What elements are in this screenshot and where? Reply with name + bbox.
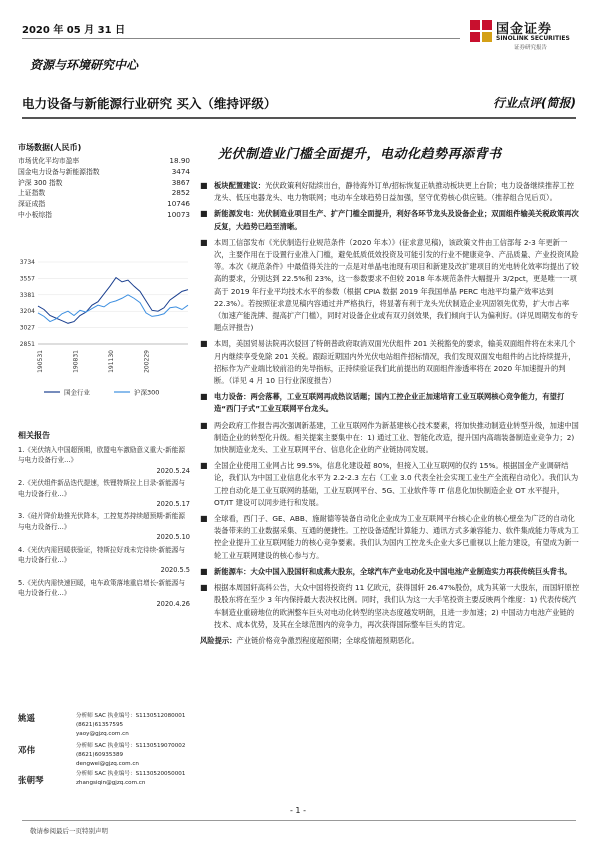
related-title: 相关报告: [18, 431, 50, 440]
paragraph: ■ 两会政府工作报告再次强调新基建，工业互联网作为新基建核心技术要素，将加快推动制造业转型升级，加速中国制造企业的转型化升级。相关提案主要集中在：1) 通过工业、智能化改造，提升国内高端装备制造业竞争力；2) 加快制造业龙头、工业互联网平台、信息化企业的产业链协同发展。: [200, 420, 579, 455]
y-tick-label: 3557: [19, 275, 35, 283]
footer-note: 敬请参阅最后一页特别声明: [30, 827, 108, 835]
analyst-info: 分析师 SAC 执业编号：S1130520050001 zhangsiqin@gjzq.com.cn: [76, 771, 186, 786]
series-line: [38, 278, 188, 324]
analyst-name: 邓伟: [18, 746, 36, 756]
x-tick-label: 190531: [37, 350, 44, 373]
table-row: 市场优化平均市盈率 18.90: [18, 156, 190, 165]
bullet-icon: ■: [200, 514, 208, 524]
page-number: - 1 -: [290, 806, 306, 815]
related-reports: [18, 430, 190, 611]
market-data-table: [18, 142, 190, 221]
report-type: 行业点评(简报): [493, 96, 576, 110]
bullet-icon: ■: [200, 420, 208, 430]
company-logo: [470, 18, 576, 52]
paragraph: ■ 板块配置建议：光伏政策利好陆续出台，静待海外订单/招标恢复正轨推动板块更上台阶；电力设备继续推荐工控龙头、低压电器龙头、电力物联网；电动车全球趋势日益加强，坚守优势核心供应链。（推荐组合见后页）。: [200, 181, 575, 203]
logo-sub: 证券研究报告: [514, 45, 548, 51]
analyst-name: 姚遥: [18, 714, 36, 724]
footer-divider: [22, 820, 576, 821]
list-item[interactable]: 3.《硅片降价助推光伏降本，工控复苏持续超预期-新能源与电力设备行...》 2020.5.10: [18, 512, 190, 542]
report-title-bar: [22, 88, 576, 114]
analyst-info: 分析师 SAC 执业编号：S1130512080001 (8621)61357595 yaoy@gjzq.com.cn: [76, 713, 186, 737]
report-title: 电力设备与新能源行业研究 买入（维持评级）: [22, 96, 277, 111]
table-row: 沪深 300 指数 3867: [18, 177, 190, 187]
analyst-name: 张朝琴: [18, 776, 44, 786]
bullet-icon: ■: [200, 181, 208, 190]
paragraph: ■ 根据本周国轩高科公告，大众中国将投资约 11 亿欧元，获得国轩 26.47%股份，成为其第一大股东，而国轩原控股股东将在至少 3 年内保持最大表决权比例。同时，我们认为这一大手笔投资主要反映两个维度：1) 代表传统汽车制造业重磅地位的欧洲整车巨头对电动化转型的坚决态度越发明朗，且进一步加速；2) 中国动力电池产业链的技术、成本优势，及其在全球范围内的竞争力，再次获得国际整车巨头的肯定。: [200, 583, 580, 629]
y-tick-label: 3027: [19, 324, 35, 332]
x-tick-label: 200229: [143, 350, 151, 373]
list-item[interactable]: 5.《光伏内需快速回暖，电车政策落地重启增长-新能源与电力设备行业...》 2020.4.26: [18, 578, 190, 608]
paragraph: ■ 全球看，西门子、GE、ABB、施耐德等装备自动化企业成为工业互联网平台核心企业的核心壁垒为广泛的自动化装备带来的工业数据采集、互通的便捷性。工控设备适配计算能力、通讯方式多兼容能力、软件集成能力等成为工控企业提升工业互联网能力的核心竞争要素。我们认为国内工控龙头企业大多已重视以上能力建设，有望成为新一轮工业互联网建设的核心参与方。: [200, 514, 579, 560]
logo-cn: 国金证券: [496, 22, 553, 37]
bullet-icon: ■: [200, 566, 208, 576]
bullet-icon: ■: [200, 339, 208, 349]
paragraph: ■ 新能源发电：光伏制造业项目生产、扩产门槛全面提升，利好各环节龙头及设备企业；双面组件输美关税政策再次反复，大趋势已趋至清晰。: [200, 209, 579, 231]
bullet-icon: ■: [200, 583, 208, 593]
header-divider: [22, 38, 460, 39]
bullet-icon: ■: [200, 209, 208, 219]
x-tick-label: 191130: [108, 350, 115, 373]
legend-label: 沪深300: [134, 388, 160, 397]
y-tick-label: 2851: [19, 341, 35, 348]
table-row: 国金电力设备与新能源指数 3474: [18, 166, 190, 176]
table-row: 上证指数 2852: [18, 188, 190, 198]
legend-label: 国金行业: [64, 388, 90, 397]
series-line: [38, 295, 188, 322]
logo-mark-icon: [470, 20, 492, 42]
title-divider: [22, 117, 576, 119]
x-tick-label: 190831: [72, 350, 80, 373]
y-tick-label: 3204: [19, 308, 35, 316]
market-data-title: 市场数据(人民币): [18, 143, 82, 152]
paragraph: ■ 新能源车：大众中国入股国轩和成燕大股东，全球汽车产业电动化及中国电池产业制造实力再获传统巨头背书。: [200, 566, 580, 578]
paragraph: ■ 全国企业使用工业网占比 99.5%，信息化建设超 80%，但接入工业互联网的仅约 15%。根据国金产业调研结论，我们认为中国工业信息化水平为 2.2-2.3 左右（工业 3.0 代表全社会实现工业生产全流程自动化）。我们认为工控自动化是工业互联网的基础，工业互联网平台、5G、工业软件等 IT 信息化加快制造企业 OT 水平提升，OT/IT 建设可以同步进行和发展。: [200, 461, 579, 507]
y-tick-label: 3734: [19, 259, 35, 266]
bullet-icon: ■: [200, 392, 208, 402]
y-tick-label: 3381: [19, 291, 35, 299]
paragraph: ■ 电力设备：两会落幕，工业互联网再成热议话题；国内工控企业正加速培育工业互联网核心竞争能力，有望打造“西门子式”工业互联网平台龙头。: [200, 392, 565, 414]
index-chart: [14, 256, 194, 406]
report-date: 2020 年 05 月 31 日: [22, 25, 126, 36]
risk-note: 风险提示：产业链价格竞争激烈程度超预期；全球疫情超预期恶化。: [200, 635, 419, 645]
analyst-info: 分析师 SAC 执业编号：S1130519070002 (8621)60935389 dengwei@gjzq.com.cn: [76, 743, 186, 767]
list-item[interactable]: 4.《光伏内需回暖获验证，特斯拉好戏未完待续-新能源与电力设备行业...》 2020.5.5: [18, 545, 190, 575]
list-item[interactable]: 2.《光伏组件新品迭代提速，铁锂特斯拉上目录-新能源与电力设备行业...》 2020.5.17: [18, 479, 190, 509]
paragraph: ■ 本周工信部发布《光伏制造行业规范条件（2020 年本）》(征求意见稿)，该政策文件由工信部每 2-3 年更新一次，主要作用在于设置行业准入门槛，避免低质低效投资及可能引发的行业不健康竞争、产品质量、产业投资风险等。本次《规范条件》中最值得关注的一点是对单晶电池现有项目和新建及改扩建项目的光电转化效率均提出了较高的要求，分别达到 22.5%和 23%，这一参数要求不但较 2018 年本规范条件大幅提升 3/2pct，更是唯一一项高于 2019 年行业平均技术水平的参数（根据 CPIA 数据 2019 年我国单晶 PERC 电池平均量产效率达到 22.3%）。若按照征求意见稿内容通过并严格执行，将显著有利于龙头光伏制造企业巩固领先优势，扩大市占率（加速产能洗牌、提高扩产门槛），同时对设备企业或有双刃剑效果，我们倾向于认为偏利好。(详见周期发布的专题点评报告): [200, 237, 579, 333]
bullet-icon: ■: [200, 237, 208, 247]
paragraph: ■ 本周，美国贸易法院再次驳回了特朗普政府取消双面光伏组件 201 关税豁免的要求，输美双面组件将在未来几个月内继续享受免除 201 关税。跟踪近期国内外光伏电站组件招标情况，我们发现双面发电组件的占比持续提升，招标作为产业端比较前沿的先导指标，正持续验证我们此前提出的双面组件渗透率将在 2020 年加速提升的判断。（详见 4 月 10 日行业深度报告）: [200, 339, 576, 386]
bullet-icon: ■: [200, 461, 208, 471]
list-item[interactable]: 1.《光伏纳入中国超预期，欧盟电车激励意义重大-新能源与电力设备行业...》 2020.5.24: [18, 446, 190, 475]
table-row: 中小板综指 10073: [18, 209, 190, 219]
analyst-card: [18, 770, 190, 800]
logo-en: SINOLINK SECURITIES: [496, 35, 570, 42]
index-chart-svg: [14, 256, 194, 406]
article-title: 光伏制造业门槛全面提升，电动化趋势再添背书: [218, 147, 502, 162]
main-body: [200, 180, 580, 647]
table-row: 深证成指 10746: [18, 199, 190, 209]
research-center: 资源与环境研究中心: [30, 58, 139, 72]
